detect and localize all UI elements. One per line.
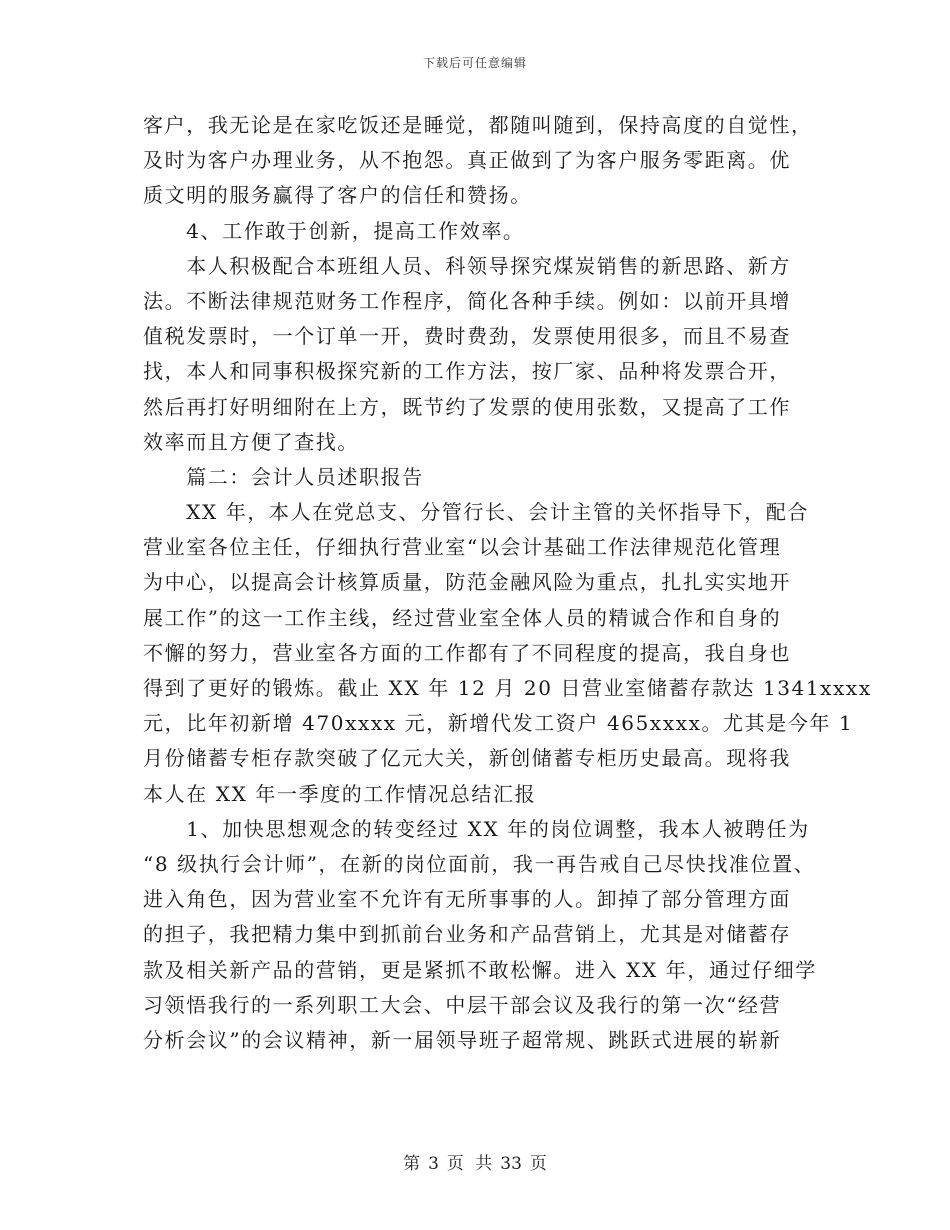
text-line: 效率而且方便了查找。 xyxy=(143,429,359,454)
text-line: 元，比年初新增 470xxxx 元，新增代发工资户 465xxxx。尤其是今年 1 xyxy=(143,711,854,736)
text-line: 不懈的努力，营业室各方面的工作都有了不同程度的提高，我自身也 xyxy=(143,640,791,665)
text-line: 1、加快思想观念的转变经过 XX 年的岗位调整，我本人被聘任为 xyxy=(143,816,810,841)
text-line: 月份储蓄专柜存款突破了亿元大关，新创储蓄专柜历史最高。现将我 xyxy=(143,746,791,771)
footer-middle: 页 共 xyxy=(446,1154,493,1174)
section-heading: 4、工作敢于创新，提高工作效率。 xyxy=(143,218,525,243)
page-header: 下载后可任意编辑 xyxy=(422,56,527,70)
text-line: 客户，我无论是在家吃饭还是睡觉，都随叫随到，保持高度的自觉性， xyxy=(143,113,813,137)
text-line: 找，本人和同事积极探究新的工作方法，按厂家、品种将发票合开， xyxy=(143,359,791,384)
text-line: 法。不断法律规范财务工作程序，简化各种手续。例如：以前开具增 xyxy=(143,288,791,313)
page-number: 3 xyxy=(428,1154,439,1174)
text-line: 质文明的服务赢得了客户的信任和赞扬。 xyxy=(143,183,532,208)
text-line: XX 年，本人在党总支、分管行长、会计主管的关怀指导下，配合 xyxy=(143,500,810,525)
text-line: 值税发票时，一个订单一开，费时费劲，发票使用很多，而且不易查 xyxy=(143,324,791,349)
text-line: 分析会议”的会议精神，新一届领导班子超常规、跳跃式进展的崭新 xyxy=(143,1027,782,1052)
text-line: “8 级执行会计师”，在新的岗位面前，我一再告戒自己尽快找准位置、 xyxy=(143,851,816,876)
text-line: 展工作”的这一工作主线，经过营业室全体人员的精诚合作和自身的 xyxy=(143,605,782,630)
text-line: 本人积极配合本班组人员、科领导探究煤炭销售的新思路、新方 xyxy=(143,253,791,278)
page-footer xyxy=(0,1149,950,1174)
text-line: 然后再打好明细附在上方，既节约了发票的使用张数，又提高了工作 xyxy=(143,394,791,419)
text-line: 为中心，以提高会计核算质量，防范金融风险为重点，扎扎实实地开 xyxy=(143,570,791,595)
text-line: 本人在 XX 年一季度的工作情况总结汇报 xyxy=(143,781,537,806)
text-line: 及时为客户办理业务，从不抱怨。真正做到了为客户服务零距离。优 xyxy=(143,148,791,173)
text-line: 款及相关新产品的营销，更是紧抓不敢松懈。进入 XX 年，通过仔细学 xyxy=(143,957,817,982)
text-line: 营业室各位主任，仔细执行营业室“以会计基础工作法律规范化管理 xyxy=(143,535,782,560)
text-line: 进入角色，因为营业室不允许有无所事事的人。卸掉了部分管理方面 xyxy=(143,887,791,912)
chapter-heading: 篇二：会计人员述职报告 xyxy=(143,464,424,489)
text-line: 的担子，我把精力集中到抓前台业务和产品营销上，尤其是对储蓄存 xyxy=(143,922,791,947)
footer-prefix: 第 xyxy=(403,1154,421,1174)
footer-suffix: 页 xyxy=(529,1154,547,1174)
document-body xyxy=(143,108,872,1058)
text-line: 得到了更好的锻炼。截止 XX 年 12 月 20 日营业室储蓄存款达 1341xxxx xyxy=(143,676,872,700)
text-line: 习领悟我行的一系列职工大会、中层干部会议及我行的第一次“经营 xyxy=(143,992,782,1017)
total-pages: 33 xyxy=(500,1154,522,1174)
